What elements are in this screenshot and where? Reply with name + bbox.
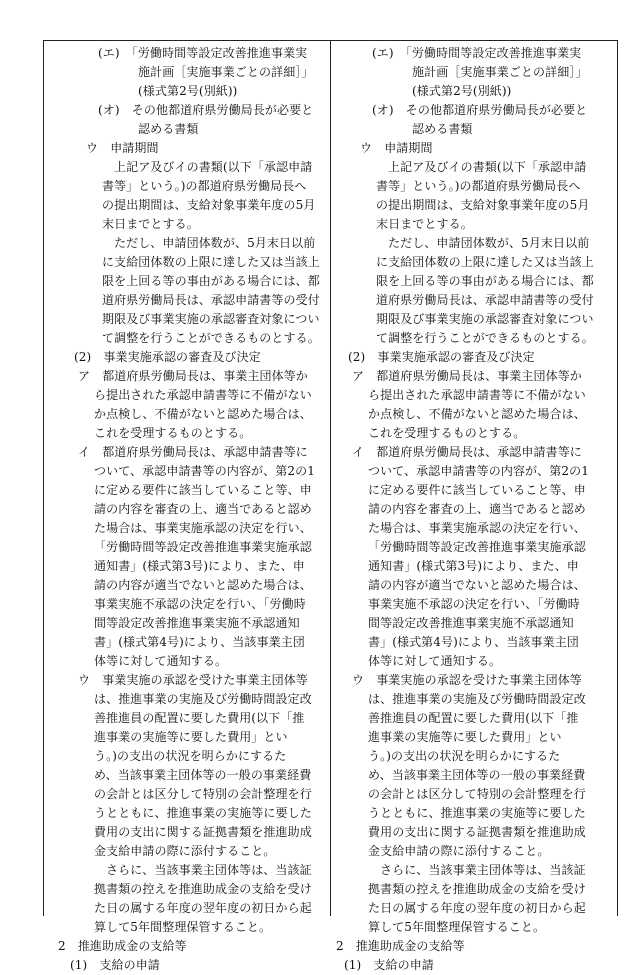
text-line: 書」(様式第4号)により、当該事業主団 — [368, 635, 579, 649]
text-line: 末日までとする。 — [376, 217, 473, 231]
text-line: 拠書類の控えを推進助成金の支給を受け — [368, 882, 586, 896]
text-line: ついて、承認申請書等の内容が、第2の1 — [368, 464, 589, 478]
text-line: に支給団体数の上限に達した又は当該上 — [376, 255, 594, 269]
text-line: 請の内容が適当でないと認めた場合は、 — [94, 578, 312, 592]
text-line: (1) 支給の申請 — [70, 958, 160, 972]
text-line: イ 都道府県労働局長は、承認申請書等に — [352, 445, 582, 459]
text-line: の会計とは区分して特別の会計整理を行 — [368, 787, 586, 801]
text-line: ら提出された承認申請書等に不備がない — [368, 388, 586, 402]
text-line: 請の内容を審査の上、適当であると認め — [94, 502, 312, 516]
text-line: 拠書類の控えを推進助成金の支給を受け — [94, 882, 312, 896]
right-column — [336, 44, 600, 975]
text-line: 金支給申請の際に添付すること。 — [94, 844, 276, 858]
text-line: て調整を行うことができるものとする。 — [102, 331, 320, 345]
text-line: 善推進員の配置に要した費用(以下「推 — [368, 711, 579, 725]
text-line: は、推進事業の実施及び労働時間設定改 — [94, 692, 312, 706]
text-line: う。)の支出の状況を明らかにするた — [368, 749, 561, 763]
text-line: 2 推進助成金の支給等 — [58, 939, 187, 953]
text-line: うとともに、推進事業の実施等に要した — [368, 806, 586, 820]
text-line: (エ) 「労働時間等設定改善推進事業実 — [98, 46, 308, 60]
text-line: 道府県労働局長は、承認申請書等の受付 — [376, 293, 594, 307]
text-line: 算して5年間整理保管すること。 — [94, 920, 272, 934]
text-line: ら提出された承認申請書等に不備がない — [94, 388, 312, 402]
text-line: 通知書」(様式第3号)により、また、申 — [368, 559, 579, 573]
text-line: 書等」という。)の都道府県労働局長へ — [376, 179, 581, 193]
text-line: イ 都道府県労働局長は、承認申請書等に — [78, 445, 308, 459]
text-line: うとともに、推進事業の実施等に要した — [94, 806, 312, 820]
text-line: 書等」という。)の都道府県労働局長へ — [102, 179, 307, 193]
text-line: か点検し、不備がないと認めた場合は、 — [368, 407, 586, 421]
text-line: て調整を行うことができるものとする。 — [376, 331, 594, 345]
text-line: の提出期間は、支給対象事業年度の5月 — [102, 198, 316, 212]
text-line: 認める書類 — [412, 122, 473, 136]
text-line: 限を上回る等の事由がある場合には、都 — [376, 274, 594, 288]
text-line: 進事業の実施等に要した費用」とい — [94, 730, 288, 744]
text-line: 書」(様式第4号)により、当該事業主団 — [94, 635, 305, 649]
text-line: 施計画［実施事業ごとの詳細］」 — [412, 65, 588, 79]
text-line: ウ 事業実施の承認を受けた事業主団体等 — [78, 673, 308, 687]
text-line: に定める要件に該当していること等、申 — [94, 483, 312, 497]
text-line: ア 都道府県労働局長は、事業主団体等か — [78, 369, 308, 383]
text-line: これを受理するものとする。 — [94, 426, 252, 440]
text-line: 事業実施不承認の決定を行い、「労働時 — [94, 597, 306, 611]
text-line: 請の内容を審査の上、適当であると認め — [368, 502, 586, 516]
text-line: 体等に対して通知する。 — [94, 654, 228, 668]
text-line: 算して5年間整理保管すること。 — [368, 920, 546, 934]
text-line: (2) 事業実施承認の審査及び決定 — [74, 350, 261, 364]
text-line: ただし、申請団体数が、5月末日以前 — [388, 236, 590, 250]
text-line: ただし、申請団体数が、5月末日以前 — [114, 236, 316, 250]
text-line: は、推進事業の実施及び労働時間設定改 — [368, 692, 586, 706]
text-line: 事業実施不承認の決定を行い、「労働時 — [368, 597, 580, 611]
text-line: 上記ア及びイの書類(以下「承認申請 — [114, 160, 313, 174]
text-line: ウ 申請期間 — [86, 141, 159, 155]
text-line: ウ 事業実施の承認を受けた事業主団体等 — [352, 673, 582, 687]
text-line: 認める書類 — [138, 122, 199, 136]
text-line: め、当該事業主団体等の一般の事業経費 — [94, 768, 312, 782]
text-line: た場合は、事業実施承認の決定を行い、 — [94, 521, 312, 535]
column-divider — [330, 40, 331, 916]
text-line: ウ 申請期間 — [360, 141, 433, 155]
text-line: か点検し、不備がないと認めた場合は、 — [94, 407, 312, 421]
text-line: 請の内容が適当でないと認めた場合は、 — [368, 578, 586, 592]
text-line: ついて、承認申請書等の内容が、第2の1 — [94, 464, 315, 478]
text-line: 善推進員の配置に要した費用(以下「推 — [94, 711, 305, 725]
text-line: 体等に対して通知する。 — [368, 654, 502, 668]
text-line: の会計とは区分して特別の会計整理を行 — [94, 787, 312, 801]
text-line: た日の属する年度の翌年度の初日から起 — [368, 901, 586, 915]
text-line: 進事業の実施等に要した費用」とい — [368, 730, 562, 744]
text-line: ア 都道府県労働局長は、事業主団体等か — [352, 369, 582, 383]
text-line: に定める要件に該当していること等、申 — [368, 483, 586, 497]
text-line: さらに、当該事業主団体等は、当該証 — [106, 863, 312, 877]
text-line: 期限及び事業実施の承認審査対象につい — [102, 312, 320, 326]
text-line: 費用の支出に関する証拠書類を推進助成 — [368, 825, 586, 839]
text-line: 限を上回る等の事由がある場合には、都 — [102, 274, 320, 288]
text-line: 間等設定改善推進事業実施不承認通知 — [368, 616, 574, 630]
text-line: た日の属する年度の翌年度の初日から起 — [94, 901, 312, 915]
text-line: 費用の支出に関する証拠書類を推進助成 — [94, 825, 312, 839]
text-line: 「労働時間等設定改善推進事業実施承認 — [94, 540, 312, 554]
text-line: (1) 支給の申請 — [344, 958, 434, 972]
text-line: 期限及び事業実施の承認審査対象につい — [376, 312, 594, 326]
text-line: さらに、当該事業主団体等は、当該証 — [380, 863, 586, 877]
text-line: 末日までとする。 — [102, 217, 199, 231]
text-line: 「労働時間等設定改善推進事業実施承認 — [368, 540, 586, 554]
text-line: め、当該事業主団体等の一般の事業経費 — [368, 768, 586, 782]
text-line: た場合は、事業実施承認の決定を行い、 — [368, 521, 586, 535]
text-line: (2) 事業実施承認の審査及び決定 — [348, 350, 535, 364]
text-line: う。)の支出の状況を明らかにするた — [94, 749, 287, 763]
text-line: (オ) その他都道府県労働局長が必要と — [372, 103, 588, 117]
text-line: 道府県労働局長は、承認申請書等の受付 — [102, 293, 320, 307]
text-line: の提出期間は、支給対象事業年度の5月 — [376, 198, 590, 212]
text-line: (エ) 「労働時間等設定改善推進事業実 — [372, 46, 582, 60]
text-line: 通知書」(様式第3号)により、また、申 — [94, 559, 305, 573]
text-line: 間等設定改善推進事業実施不承認通知 — [94, 616, 300, 630]
text-line: これを受理するものとする。 — [368, 426, 526, 440]
left-column — [58, 44, 320, 975]
text-line: 施計画［実施事業ごとの詳細］」 — [138, 65, 314, 79]
text-line: (オ) その他都道府県労働局長が必要と — [98, 103, 314, 117]
text-line: に支給団体数の上限に達した又は当該上 — [102, 255, 320, 269]
text-line: 金支給申請の際に添付すること。 — [368, 844, 550, 858]
text-line: (様式第2号(別紙)) — [412, 84, 512, 98]
text-line: 上記ア及びイの書類(以下「承認申請 — [388, 160, 587, 174]
text-line: (様式第2号(別紙)) — [138, 84, 238, 98]
text-line: 2 推進助成金の支給等 — [336, 939, 465, 953]
